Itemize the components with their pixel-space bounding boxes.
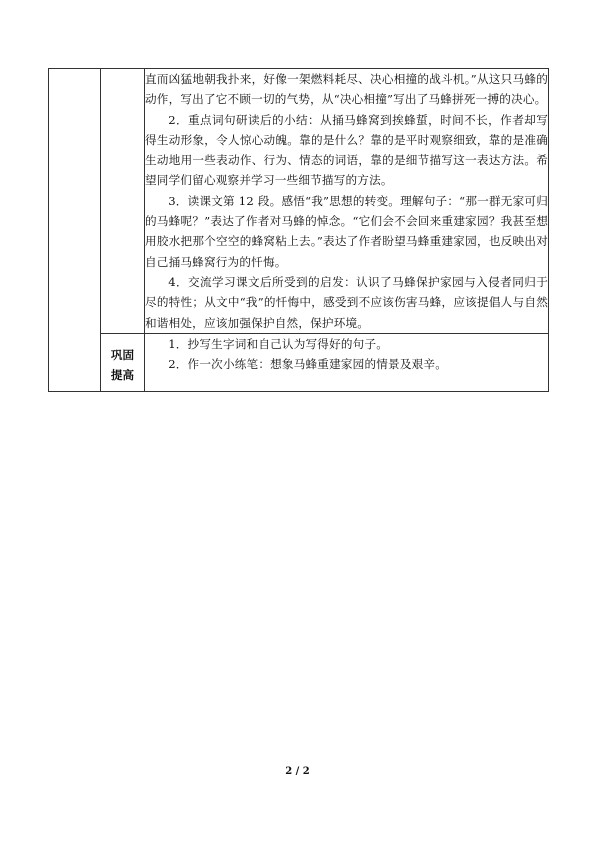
section-label-line1: 巩固: [110, 348, 135, 363]
content-cell: [145, 69, 549, 334]
list-item: 2．作一次小练笔：想象马蜂重建家园的情景及艰辛。: [168, 357, 448, 372]
list-item: 1．抄写生字词和自己认为写得好的句子。: [168, 336, 389, 351]
paragraph-inspiration: 4．交流学习课文后所受到的启发：认识了马蜂保护家园与入侵者同归于尽的特性；从文中“我”的忏悔中，感受到不应该伤害马蜂，应该提倡人与自然和谐相处，应该加强保护自然，保护环境。: [145, 274, 548, 330]
paragraph-summary: 2．重点词句研读后的小结：从捅马蜂窝到挨蜂蜇，时间不长，作者却写得生动形象，令人惊心动魄。靠的是什么？靠的是平时观察细致，靠的是准确生动地用一些表动作、行为、情态的词语，靠的是细节描写这一表达方法。希望同学们留心观察并学习一些细节描写的方法。: [145, 112, 548, 188]
empty-cell: [49, 69, 101, 392]
lesson-table: [48, 68, 549, 392]
paragraph-continuation: 直而凶猛地朝我扑来，好像一架燃料耗尽、决心相撞的战斗机。”从这只马蜂的动作，写出了它不顾一切的气势，从“决心相撞”写出了马蜂拼死一搏的决心。: [145, 72, 548, 107]
label-cell: [101, 333, 145, 391]
page-number: 2 / 2: [285, 766, 310, 777]
paragraph-reading: 3．读课文第 12 段。感悟“我”思想的转变。理解句子：“那一群无家可归的马蜂呢？”表达了作者对马蜂的悼念。“它们会不会回来重建家园？我甚至想用胶水把那个空空的蜂窝粘上去。”表达了作者盼望马蜂重建家园，也反映出对自己捅马蜂窝行为的忏悔。: [145, 193, 548, 269]
empty-label-cell: [101, 69, 145, 334]
content-cell: [145, 333, 549, 391]
section-label-line2: 提高: [110, 368, 135, 383]
table-row-consolidation: [49, 333, 549, 391]
table-row-summary: [49, 69, 549, 334]
